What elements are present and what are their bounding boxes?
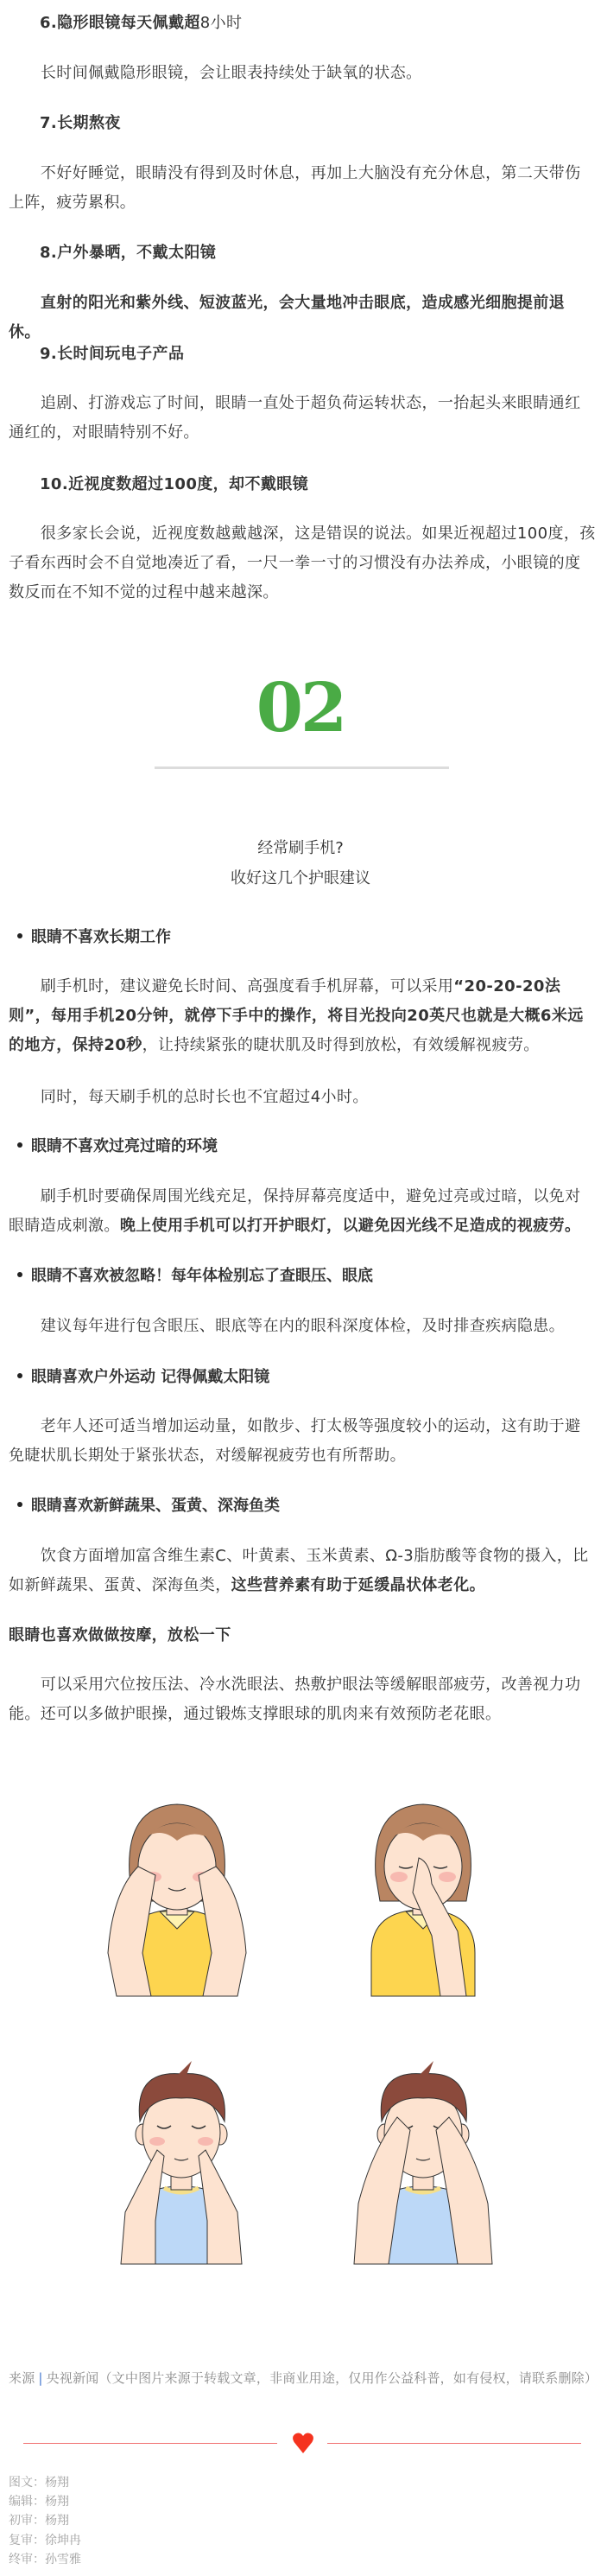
credit-editor: 编辑：杨翔	[9, 2495, 69, 2509]
text: 刷手机时，建议避免长时间、高强度看手机屏幕，可以采用	[40, 977, 454, 995]
bullet-dot-icon	[17, 1502, 22, 1507]
divider-line-left	[23, 2443, 277, 2444]
paragraph-b1	[9, 972, 596, 1060]
girl-pinching-nose-figure	[371, 1804, 475, 1996]
text: 饮食方面增加富含维生素C、叶黄素、玉米黄素、Ω-3脂肪酸等食物的摄入，比如新鲜蔬果、蛋黄、深海鱼类，	[9, 1547, 589, 1594]
paragraph-10: 很多家长会说，近视度数越戴越深，这是错误的说法。如果近视超过100度，孩子看东西时会不自觉地凑近了看，一尺一拳一寸的习惯没有办法养成，小眼镜的度数反而在不知不觉的过程中越来越深。	[9, 525, 596, 601]
bullet-heading-text: 眼睛喜欢户外运动 记得佩戴太阳镜	[31, 1368, 270, 1386]
bullet-heading-5	[17, 1492, 280, 1521]
bullet-dot-icon	[17, 933, 22, 938]
eye-exercise-illustration	[0, 1763, 601, 2299]
bullet-heading-3	[17, 1262, 373, 1291]
paragraph-b4: 老年人还可适当增加运动量，如散步、打太极等强度较小的运动，这有助于避免睫状肌长期处于紧张状态，对缓解视疲劳也有所帮助。	[9, 1417, 581, 1465]
paragraph-b3: 建议每年进行包含眼压、眼底等在内的眼科深度体检，及时排查疾病隐患。	[40, 1317, 566, 1335]
source-text: 央视新闻（文中图片来源于转载文章，非商业用途，仅用作公益科普，如有侵权，请联系删除）	[46, 2370, 598, 2386]
heading-6-bold: 6.隐形眼镜每天佩戴超	[40, 14, 200, 32]
bullet-heading-text: 眼睛喜欢新鲜蔬果、蛋黄、深海鱼类	[31, 1497, 280, 1515]
bullet-heading-4	[17, 1363, 269, 1392]
heart-icon	[292, 2432, 314, 2454]
section-subtitle-1: 经常刷手机?	[257, 839, 344, 857]
heading-6-normal: 8小时	[199, 14, 243, 32]
heading-6	[9, 9, 601, 38]
bullet-heading-1	[17, 923, 171, 952]
paragraph-8: 直射的阳光和紫外线、短波蓝光，会大量地冲击眼底，造成感光细胞提前退休。	[9, 294, 566, 341]
paragraph-b1-2: 同时，每天刷手机的总时长也不宜超过4小时。	[40, 1088, 369, 1106]
bullet-dot-icon	[17, 1373, 22, 1378]
heading-8: 8.户外暴晒，不戴太阳镜	[40, 244, 217, 262]
bullet-dot-icon	[17, 1272, 22, 1277]
text: ，让持续紧张的睫状肌及时得到放松，有效缓解视疲劳。	[142, 1036, 540, 1054]
source-label: 来源	[9, 2370, 35, 2386]
girl-pressing-temples-figure	[108, 1804, 246, 1996]
bullet-heading-text: 眼睛不喜欢长期工作	[31, 928, 171, 946]
paragraph-b2	[9, 1182, 596, 1241]
bullet-heading-text: 眼睛不喜欢被忽略！每年体检别忘了查眼压、眼底	[31, 1267, 373, 1285]
source-note	[9, 2367, 599, 2390]
bold-text: 这些营养素有助于延缓晶状体老化。	[231, 1576, 486, 1594]
heading-9: 9.长时间玩电子产品	[40, 345, 185, 363]
credit-first-review: 初审：杨翔	[9, 2514, 69, 2528]
heading-7: 7.长期熬夜	[40, 114, 121, 132]
paragraph-9: 追剧、打游戏忘了时间，眼睛一直处于超负荷运转状态，一抬起头来眼睛通红通红的，对眼睛特别不好。	[9, 394, 581, 442]
divider-line-right	[327, 2443, 581, 2444]
bullet-heading-2	[17, 1132, 218, 1161]
section-number: 02	[256, 669, 345, 747]
paragraph-6: 长时间佩戴隐形眼镜，会让眼表持续处于缺氧的状态。	[40, 64, 422, 82]
massage-paragraph: 可以采用穴位按压法、冷水洗眼法、热敷护眼法等缓解眼部疲劳，改善视力功能。还可以多做护眼操，通过锻炼支撑眼球的肌肉来有效预防老花眼。	[9, 1676, 581, 1723]
heading-10: 10.近视度数超过100度，却不戴眼镜	[40, 475, 309, 493]
section-divider	[155, 766, 449, 769]
bullet-dot-icon	[17, 1142, 22, 1148]
section-subtitle-2: 收好这几个护眼建议	[231, 869, 370, 887]
massage-heading: 眼睛也喜欢做做按摩，放松一下	[9, 1626, 231, 1644]
bold-text: 晚上使用手机可以打开护眼灯，以避免因光线不足造成的视疲劳。	[119, 1217, 581, 1235]
boy-pressing-cheeks-figure	[121, 2061, 242, 2264]
paragraph-7: 不好好睡觉，眼睛没有得到及时休息，再加上大脑没有充分休息，第二天带伤上阵，疲劳累积。	[9, 164, 581, 212]
boy-rubbing-eyes-figure	[354, 2061, 492, 2264]
text: 刷手机时要确保周围光线充足，保持屏幕亮度适中，避免过亮或过暗，以免对眼睛造成刺激。	[9, 1187, 581, 1235]
bullet-heading-text: 眼睛不喜欢过亮过暗的环境	[31, 1137, 218, 1155]
paragraph-b5	[9, 1542, 596, 1600]
credit-second-review: 复审：徐坤冉	[9, 2534, 81, 2547]
bold-text: “20-20-20法则”，每用手机20分钟，就停下手中的操作，将目光投向20英尺也就是大概6米远的地方，保持20秒	[9, 977, 584, 1054]
credit-graphics: 图文：杨翔	[9, 2476, 69, 2490]
separator: |	[38, 2370, 43, 2386]
credit-final-review: 终审：孙雪雅	[9, 2553, 81, 2566]
